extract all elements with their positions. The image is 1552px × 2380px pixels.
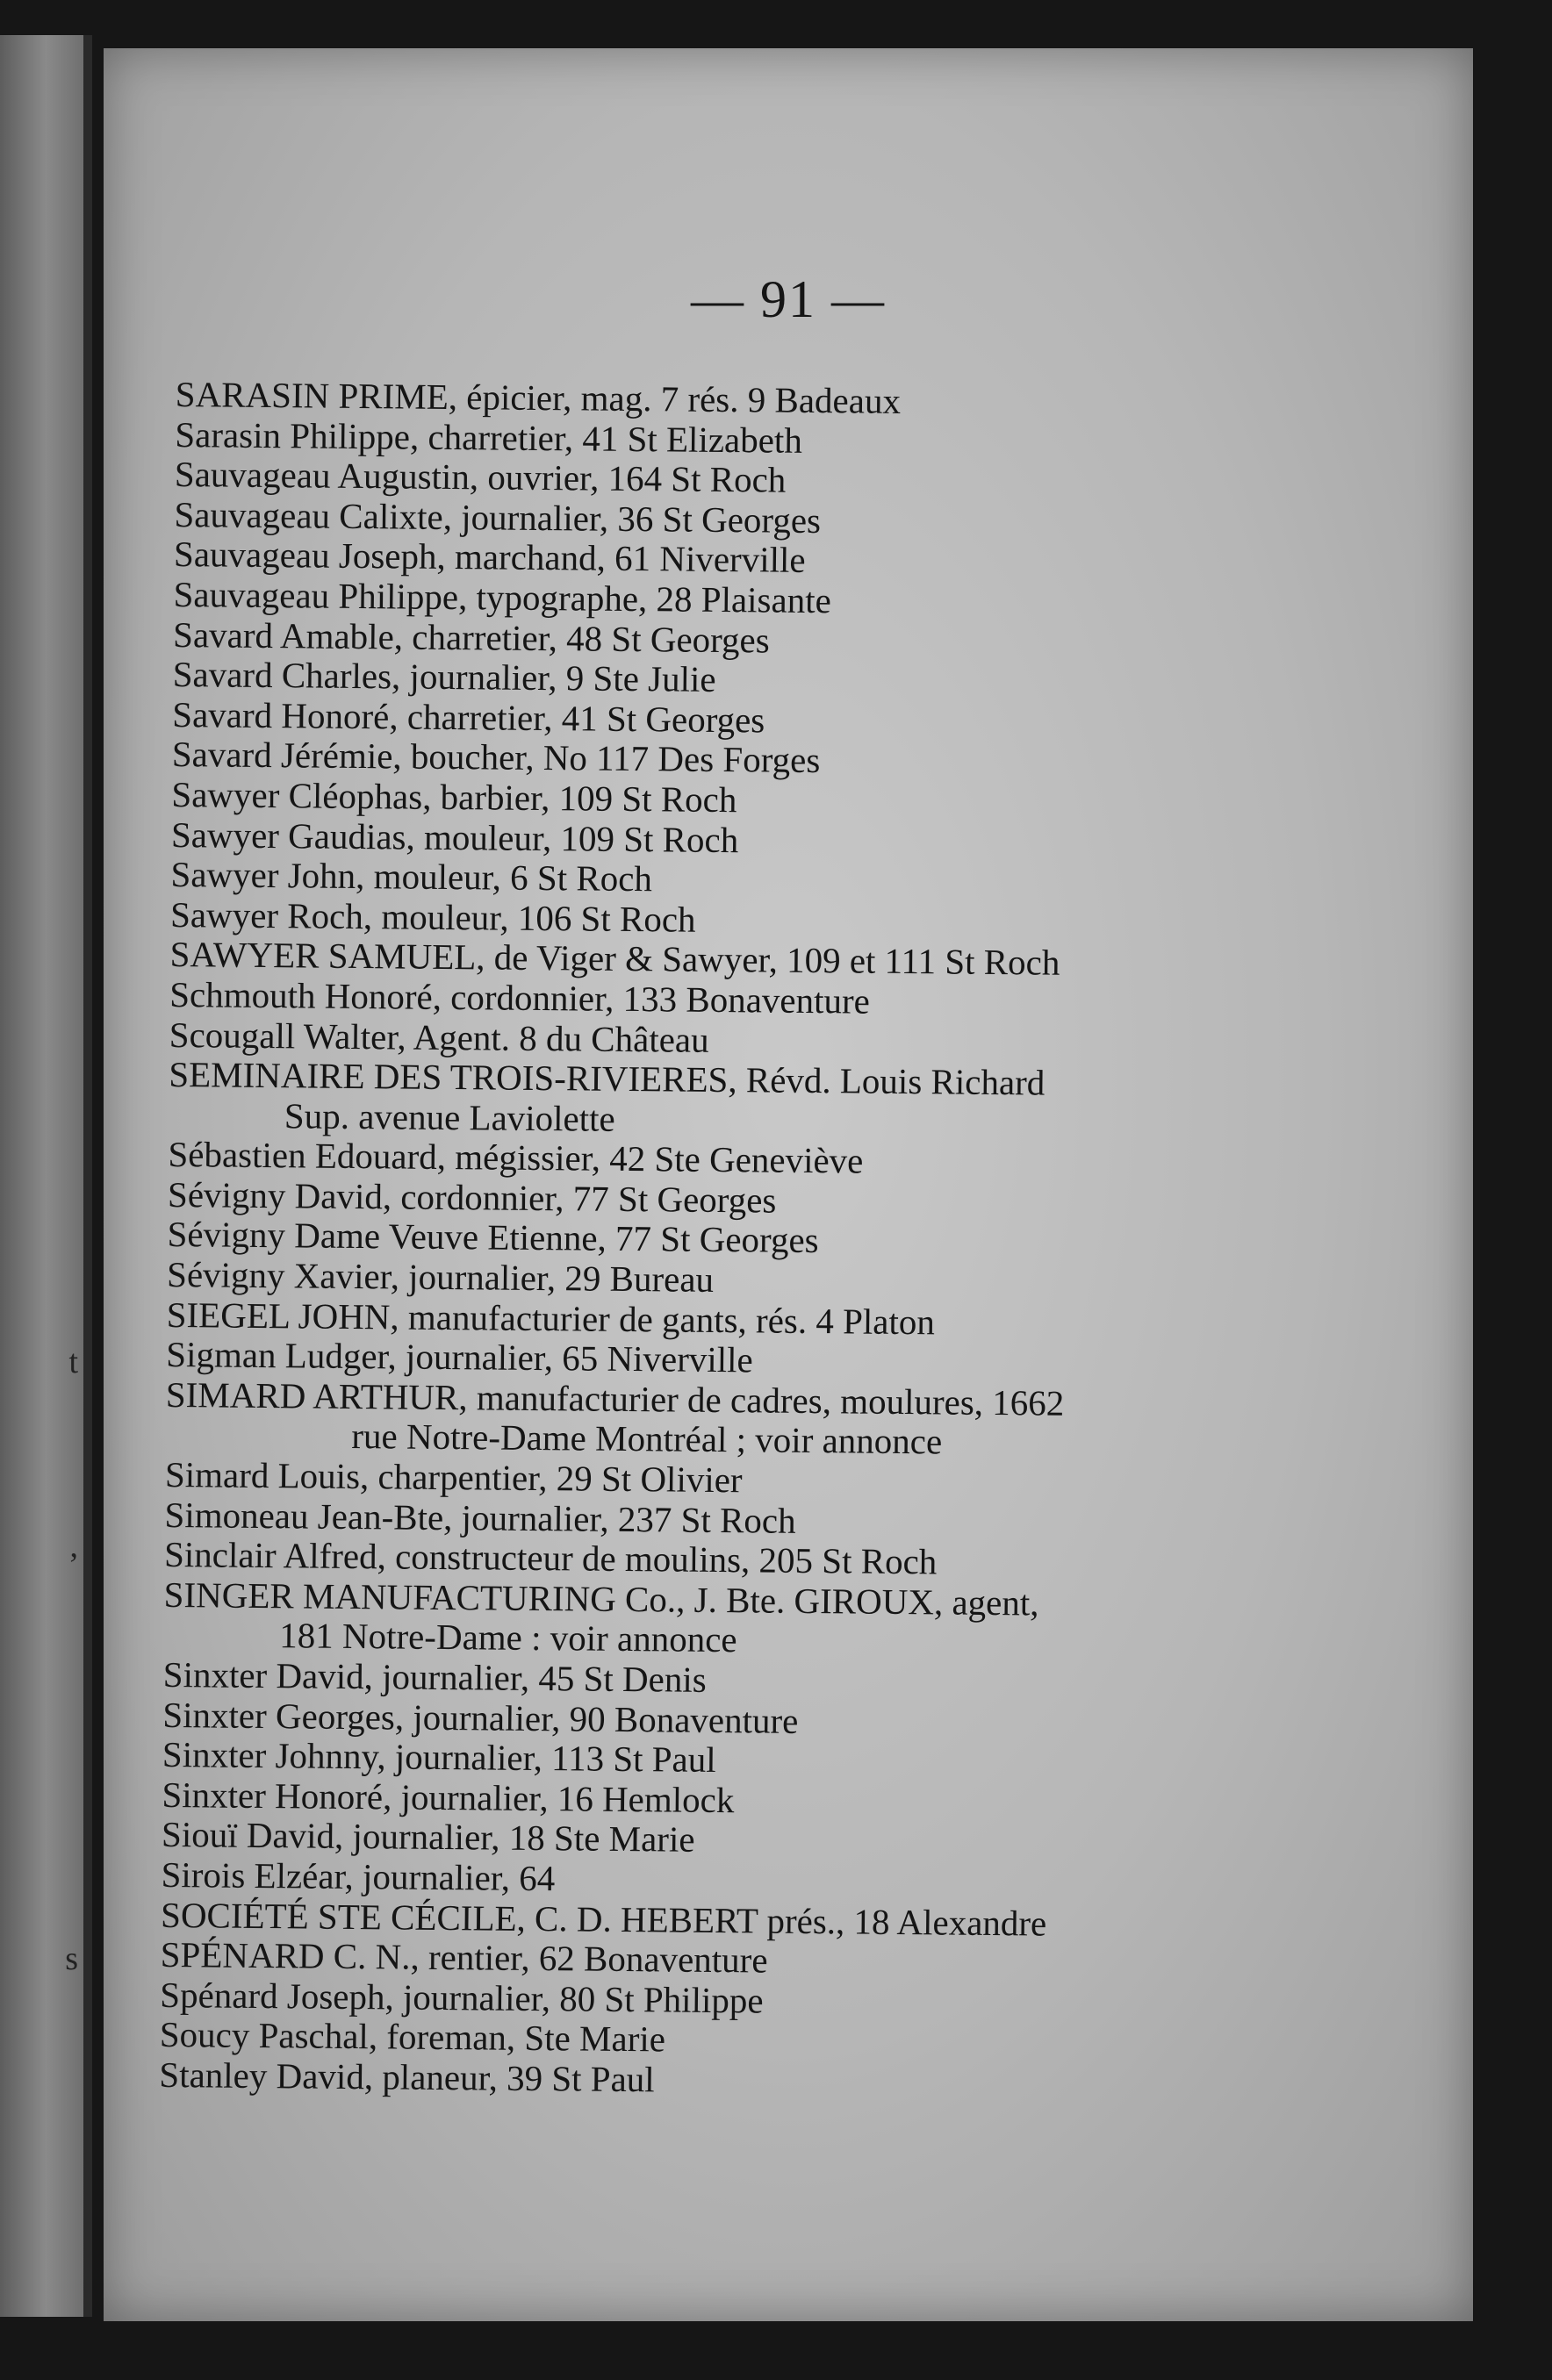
directory-entry: Simard Louis, charpentier, 29 St Olivier <box>164 1453 743 1501</box>
directory-entry: Savard Charles, journalier, 9 Ste Julie <box>172 654 716 700</box>
directory-entry: Sigman Ludger, journalier, 65 Niverville <box>166 1334 753 1380</box>
directory-entry: Sauvageau Augustin, ouvrier, 164 St Roch <box>174 454 787 500</box>
directory-entry: Scougall Walter, Agent. 8 du Château <box>169 1014 709 1060</box>
directory-entry: Sawyer Gaudias, mouleur, 109 St Roch <box>170 814 739 860</box>
directory-entry: Simoneau Jean-Bte, journalier, 237 St Roch <box>164 1494 796 1541</box>
directory-entries <box>159 375 1387 2107</box>
directory-entry: Siouï David, journalier, 18 Ste Marie <box>161 1814 695 1860</box>
directory-entry: Sébastien Edouard, mégissier, 42 Ste Geneviève <box>168 1134 864 1181</box>
directory-entry: Sinxter David, journalier, 45 St Denis <box>162 1653 707 1700</box>
directory-entry-continuation: rue Notre-Dame Montréal ; voir annonce <box>351 1416 943 1462</box>
directory-entry: SAWYER SAMUEL, de Viger & Sawyer, 109 et 111 St Roch <box>169 934 1060 984</box>
previous-page-fragment: s <box>65 1940 78 1977</box>
previous-page-edge <box>0 35 92 2317</box>
directory-entry: Sinxter Honoré, journalier, 16 Hemlock <box>162 1774 735 1820</box>
directory-entry: Sauvageau Joseph, marchand, 61 Niverville <box>173 534 806 581</box>
directory-entry: Sinclair Alfred, constructeur de moulins, 205 St Roch <box>163 1534 938 1582</box>
directory-entry: Sawyer Roch, mouleur, 106 St Roch <box>169 893 696 940</box>
previous-page-fragment: t <box>68 1344 78 1380</box>
directory-entry: Savard Honoré, charretier, 41 St Georges <box>172 693 765 741</box>
page-number: — 91 — <box>691 270 886 328</box>
directory-entry: Sarasin Philippe, charretier, 41 St Elizabeth <box>175 413 803 461</box>
directory-entry: Sirois Elzéar, journalier, 64 <box>161 1853 556 1899</box>
directory-entry: Sévigny Dame Veuve Etienne, 77 St Georges <box>167 1214 819 1261</box>
directory-entry: Schmouth Honoré, cordonnier, 133 Bonaventure <box>169 973 871 1022</box>
directory-entry: Spénard Joseph, journalier, 80 St Philippe <box>160 1974 764 2021</box>
directory-entry: SIMARD ARTHUR, manufacturier de cadres, moulures, 1662 <box>165 1373 1065 1423</box>
directory-entry: Sawyer Cléophas, barbier, 109 St Roch <box>171 773 737 821</box>
directory-entry: SINGER MANUFACTURING Co., J. Bte. GIROUX, agent, <box>163 1574 1039 1624</box>
directory-entry: Savard Jérémie, boucher, No 117 Des Forges <box>171 734 821 781</box>
directory-entry-continuation: Sup. avenue Laviolette <box>284 1094 615 1139</box>
directory-entry: Soucy Paschal, foreman, Ste Marie <box>159 2014 666 2060</box>
directory-entry: Sévigny Xavier, journalier, 29 Bureau <box>166 1254 715 1300</box>
directory-page <box>104 48 1473 2321</box>
previous-page-fragment: , <box>69 1528 78 1565</box>
directory-entry: Sinxter Johnny, journalier, 113 St Paul <box>162 1734 716 1781</box>
directory-entry: SARASIN PRIME, épicier, mag. 7 rés. 9 Badeaux <box>175 374 902 421</box>
directory-entry: Sauvageau Calixte, journalier, 36 St Georges <box>174 493 822 541</box>
directory-entry-continuation: 181 Notre-Dame : voir annonce <box>278 1615 737 1660</box>
directory-entry: Savard Amable, charretier, 48 St Georges <box>172 613 770 661</box>
directory-entry: Sinxter Georges, journalier, 90 Bonaventure <box>162 1694 799 1741</box>
directory-entry: Sauvageau Philippe, typographe, 28 Plaisante <box>173 573 832 621</box>
directory-entry: SPÉNARD C. N., rentier, 62 Bonaventure <box>160 1934 768 1981</box>
directory-entry: Sawyer John, mouleur, 6 St Roch <box>170 854 653 900</box>
directory-entry: SIEGEL JOHN, manufacturier de gants, rés. 4 Platon <box>166 1294 936 1343</box>
directory-entry: SEMINAIRE DES TROIS-RIVIERES, Révd. Louis Richard <box>169 1054 1045 1103</box>
directory-entry: Sévigny David, cordonnier, 77 St Georges <box>167 1173 777 1221</box>
directory-entry: SOCIÉTÉ STE CÉCILE, C. D. HEBERT prés., 18 Alexandre <box>160 1894 1047 1944</box>
directory-entry: Stanley David, planeur, 39 St Paul <box>159 2054 655 2100</box>
